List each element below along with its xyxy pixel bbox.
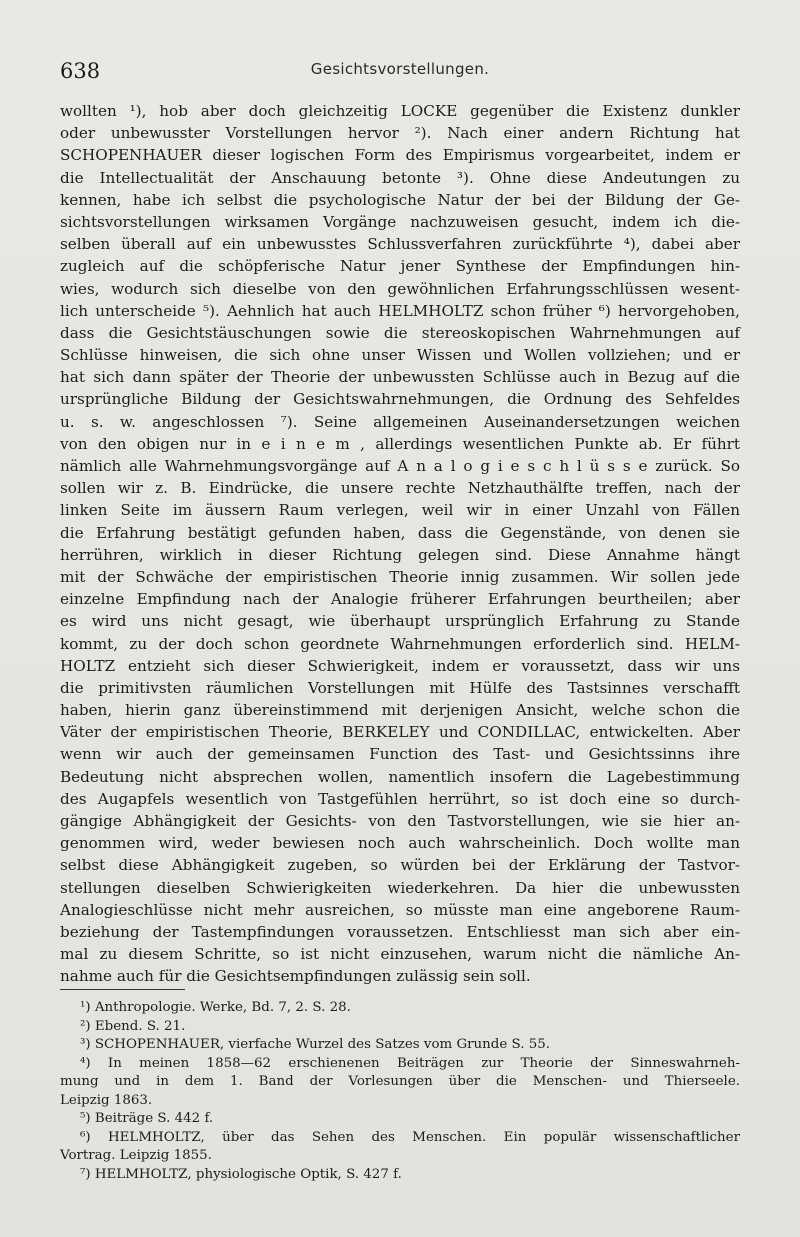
body-line: nämlich alle Wahrnehmungsvorgänge auf A n a l o g i e s c h l ü s s e zurück. So bbox=[60, 457, 740, 475]
body-line: lich unterscheide ⁵). Aehnlich hat auch HELMHOLTZ schon früher ⁶) hervorgehoben, bbox=[60, 301, 740, 320]
page-number: 638 bbox=[60, 59, 101, 83]
footnote-line: mung und in dem 1. Band der Vorlesungen über die Menschen- und Thierseele. bbox=[60, 1074, 740, 1089]
body-line: zugleich auf die schöpferische Natur jener Synthese der Empfindungen hin- bbox=[60, 257, 740, 276]
footnotes bbox=[60, 999, 740, 1184]
body-line: wollten ¹), hob aber doch gleichzeitig LOCKE gegenüber die Existenz dunkler bbox=[60, 102, 740, 120]
body-line: selbst diese Abhängigkeit zugeben, so würden bei der Erklärung der Tastvor- bbox=[60, 856, 740, 875]
body-line: haben, hierin ganz übereinstimmend mit derjenigen Ansicht, welche schon die bbox=[60, 701, 740, 720]
footnote-line: Leipzig 1863. bbox=[60, 1092, 153, 1108]
body-line: mal zu diesem Schritte, so ist nicht einzusehen, warum nicht die nämliche An- bbox=[60, 945, 740, 964]
body-line: dass die Gesichtstäuschungen sowie die stereoskopischen Wahrnehmungen auf bbox=[60, 323, 740, 342]
body-line: genommen wird, weder bewiesen noch auch wahrscheinlich. Doch wollte man bbox=[60, 834, 740, 853]
body-line: SCHOPENHAUER dieser logischen Form des Empirismus vorgearbeitet, indem er bbox=[60, 146, 740, 165]
footnote-line: ¹) Anthropologie. Werke, Bd. 7, 2. S. 28. bbox=[80, 1000, 351, 1015]
body-line: HOLTZ entzieht sich dieser Schwierigkeit, indem er voraussetzt, dass wir uns bbox=[60, 656, 740, 675]
body-text bbox=[60, 100, 740, 988]
footnote-line: ³) SCHOPENHAUER, vierfache Wurzel des Satzes vom Grunde S. 55. bbox=[80, 1037, 551, 1052]
running-head: Gesichtsvorstellungen. bbox=[310, 60, 490, 78]
body-line: u. s. w. angeschlossen ⁷). Seine allgemeinen Auseinandersetzungen weichen bbox=[60, 412, 740, 431]
page-header bbox=[60, 55, 740, 83]
body-line: ursprüngliche Bildung der Gesichtswahrnehmungen, die Ordnung des Sehfeldes bbox=[60, 390, 740, 409]
body-line: Analogieschlüsse nicht mehr ausreichen, so müsste man eine angeborene Raum- bbox=[60, 900, 740, 919]
body-line: beziehung der Tastempfindungen voraussetzen. Entschliesst man sich aber ein- bbox=[60, 922, 740, 941]
body-line: kennen, habe ich selbst die psychologische Natur der bei der Bildung der Ge- bbox=[60, 190, 740, 209]
body-line: sichtsvorstellungen wirksamen Vorgänge nachzuweisen gesucht, indem ich die- bbox=[60, 212, 740, 231]
body-line: stellungen dieselben Schwierigkeiten wiederkehren. Da hier die unbewussten bbox=[60, 878, 740, 897]
body-line: oder unbewusster Vorstellungen hervor ²). Nach einer andern Richtung hat bbox=[60, 124, 740, 143]
footnote-line: ⁴) In meinen 1858—62 erschienenen Beiträgen zur Theorie der Sinneswahrneh- bbox=[80, 1055, 740, 1071]
body-line: Bedeutung nicht absprechen wollen, namentlich insofern die Lagebestimmung bbox=[60, 767, 740, 786]
footnote-line: ⁶) HELMHOLTZ, über das Sehen des Menschen. Ein populär wissenschaftlicher bbox=[80, 1129, 740, 1145]
body-line: nahme auch für die Gesichtsempfindungen zulässig sein soll. bbox=[60, 967, 531, 986]
body-line: linken Seite im äussern Raum verlegen, weil wir in einer Unzahl von Fällen bbox=[60, 501, 740, 520]
body-line: kommt, zu der doch schon geordnete Wahrnehmungen erforderlich sind. HELM- bbox=[60, 634, 740, 653]
body-line: wenn wir auch der gemeinsamen Function des Tast- und Gesichtssinns ihre bbox=[60, 745, 740, 764]
footnote-line: ²) Ebend. S. 21. bbox=[80, 1018, 186, 1034]
footnote-line: ⁷) HELMHOLTZ, physiologische Optik, S. 427 f. bbox=[80, 1166, 402, 1182]
body-line: gängige Abhängigkeit der Gesichts- von den Tastvorstellungen, wie sie hier an- bbox=[60, 812, 740, 830]
body-line: mit der Schwäche der empiristischen Theorie innig zusammen. Wir sollen jede bbox=[60, 567, 740, 586]
body-line: einzelne Empfindung nach der Analogie früherer Erfahrungen beurtheilen; aber bbox=[60, 590, 740, 609]
body-line: hat sich dann später der Theorie der unbewussten Schlüsse auch in Bezug auf die bbox=[60, 368, 740, 387]
body-line: selben überall auf ein unbewusstes Schlussverfahren zurückführte ⁴), dabei aber bbox=[60, 235, 740, 254]
body-line: herrühren, wirklich in dieser Richtung gelegen sind. Diese Annahme hängt bbox=[60, 545, 740, 564]
body-line: sollen wir z. B. Eindrücke, die unsere rechte Netzhauthälfte treffen, nach der bbox=[60, 479, 740, 498]
body-line: die primitivsten räumlichen Vorstellungen mit Hülfe des Tastsinnes verschafft bbox=[60, 678, 740, 697]
body-line: von den obigen nur in e i n e m , allerdings wesentlichen Punkte ab. Er führt bbox=[60, 434, 740, 453]
body-line: des Augapfels wesentlich von Tastgefühlen herrührt, so ist doch eine so durch- bbox=[60, 789, 740, 808]
body-line: Väter der empiristischen Theorie, BERKELEY und CONDILLAC, entwickelten. Aber bbox=[60, 723, 740, 742]
footnote-line: ⁵) Beiträge S. 442 f. bbox=[80, 1111, 214, 1126]
body-line: die Intellectualität der Anschauung betonte ³). Ohne diese Andeutungen zu bbox=[60, 168, 740, 187]
footnote-line: Vortrag. Leipzig 1855. bbox=[60, 1148, 212, 1163]
body-line: Schlüsse hinweisen, die sich ohne unser Wissen und Wollen vollziehen; und er bbox=[60, 346, 740, 365]
body-line: die Erfahrung bestätigt gefunden haben, dass die Gegenstände, von denen sie bbox=[60, 523, 740, 542]
body-line: es wird uns nicht gesagt, wie überhaupt ursprünglich Erfahrung zu Stande bbox=[60, 612, 740, 631]
footnote-separator bbox=[60, 989, 185, 990]
body-line: wies, wodurch sich dieselbe von den gewöhnlichen Erfahrungsschlüssen wesent- bbox=[60, 279, 740, 298]
